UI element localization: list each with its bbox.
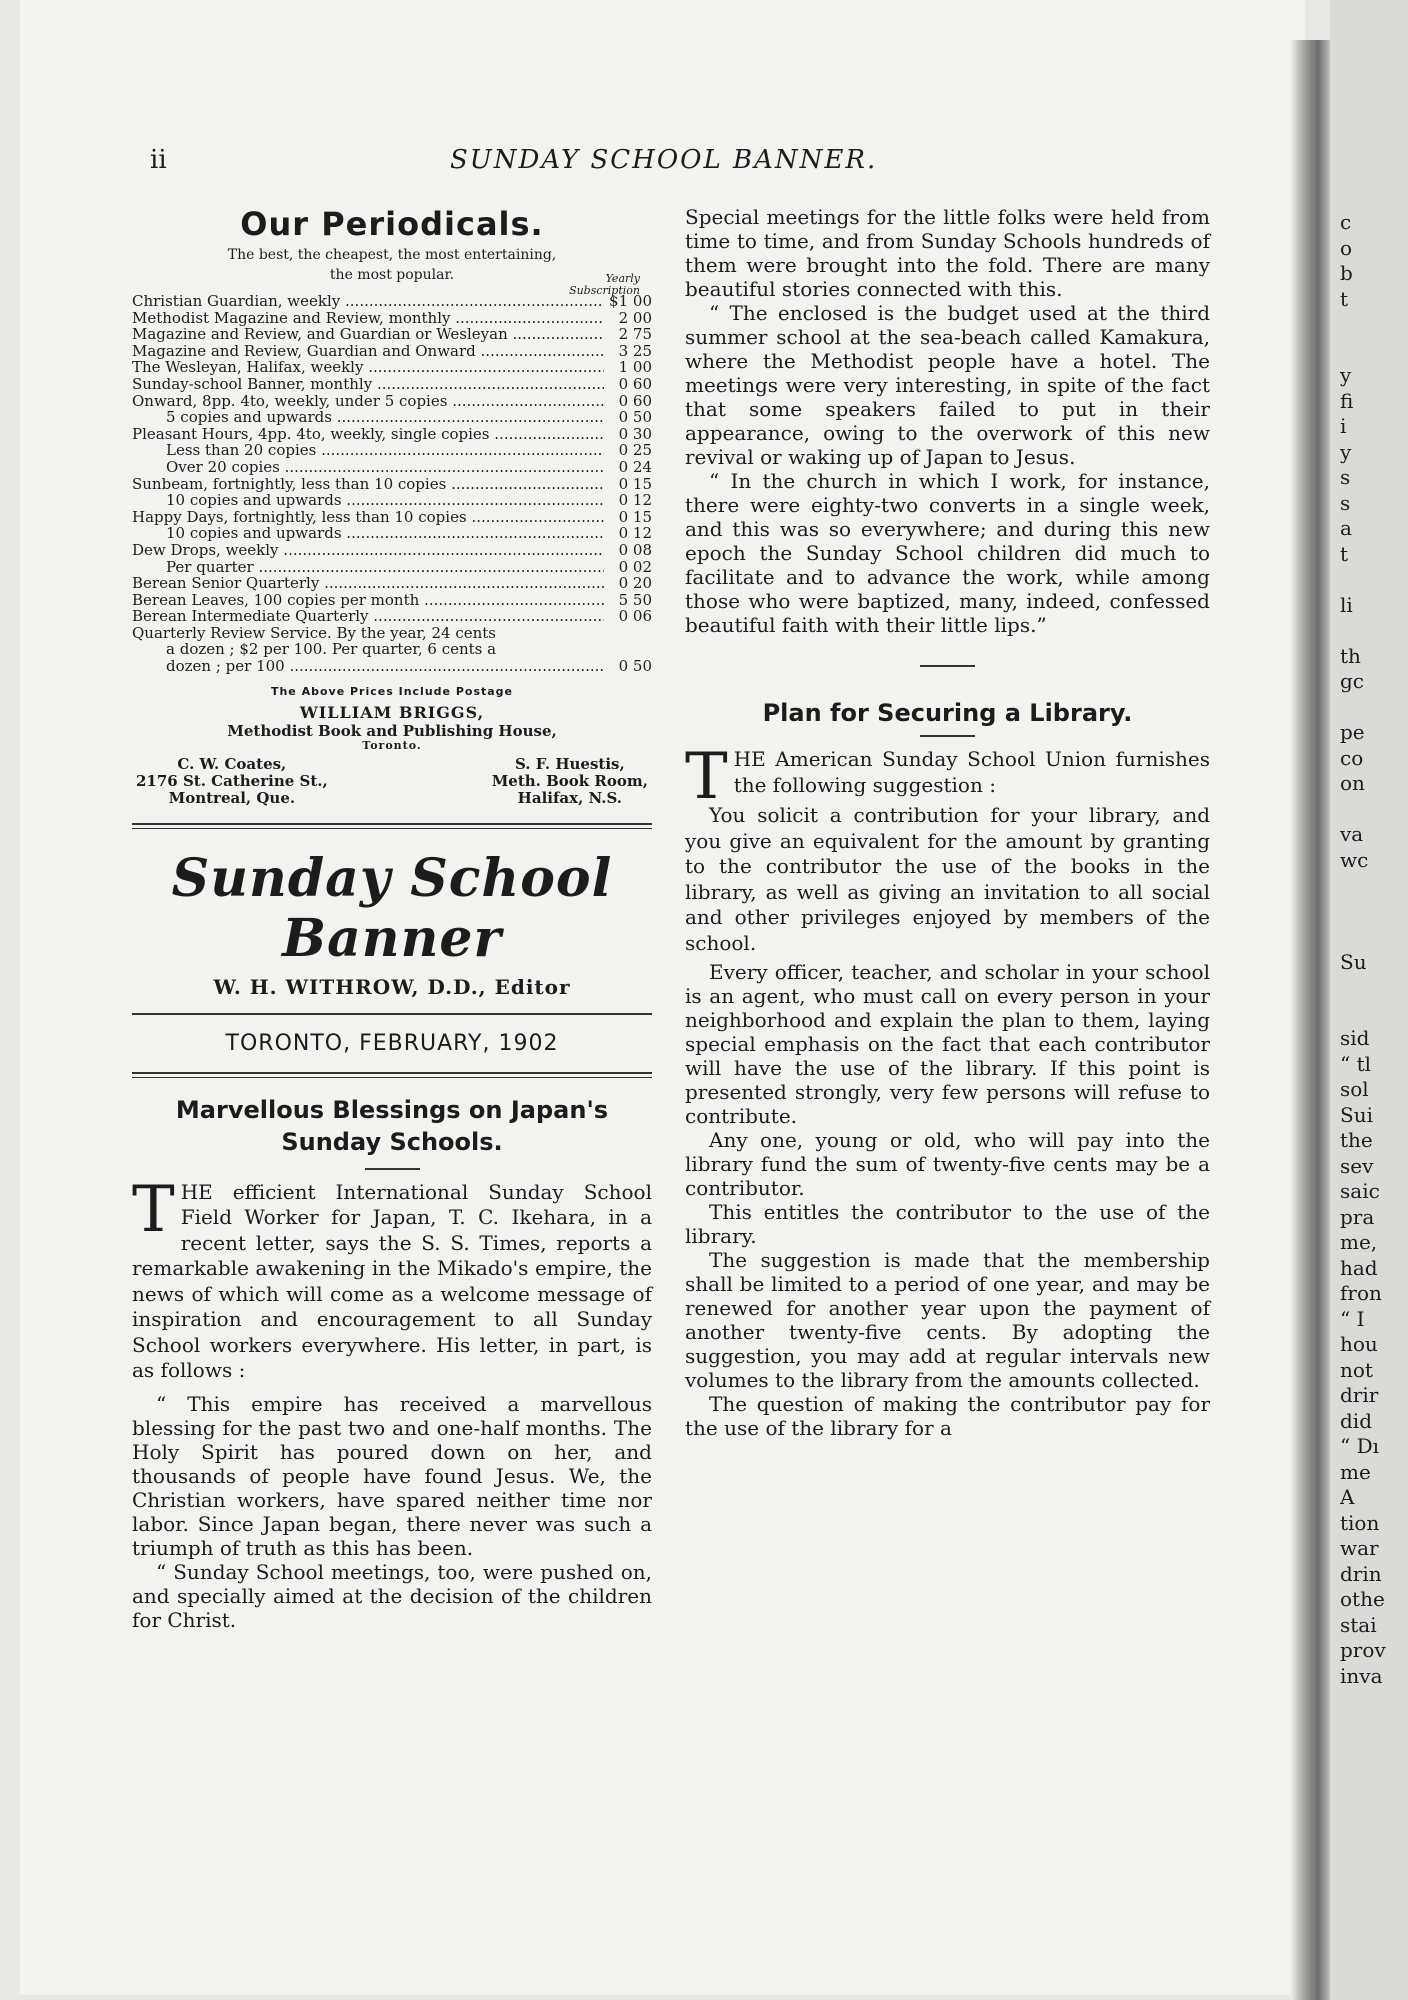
- price-value: 1 00: [618, 359, 652, 376]
- fragment-text: [1340, 695, 1408, 721]
- running-header: [130, 145, 1230, 185]
- price-label: Sunday-school Banner, monthly .....: [132, 376, 604, 393]
- price-label: Onward, 8pp. 4to, weekly, under 5 copies .....: [132, 393, 604, 410]
- price-row: [132, 476, 652, 493]
- fragment-text: [1340, 975, 1408, 1001]
- short-rule: [920, 735, 975, 737]
- price-value: 0 12: [618, 492, 652, 509]
- yearly-subscription-label: [569, 273, 640, 297]
- price-row: [132, 559, 652, 576]
- price-row: [132, 542, 652, 559]
- fragment-text: othe: [1340, 1587, 1385, 1611]
- price-label: Per quarter .....: [132, 559, 604, 576]
- price-value: $1 00: [609, 293, 652, 310]
- fragment-text: gc: [1340, 669, 1365, 693]
- page-gutter-shadow: [1290, 40, 1330, 2000]
- fragment-text: fi: [1340, 388, 1354, 413]
- paragraph: The suggestion is made that the membership shall be limited to a period of one year, and may be renewed for another year upon the payment of another twenty-five cents. By adopting the suggestion, you may add at regular intervals new volumes to the library from the amounts collected.: [685, 1248, 1210, 1392]
- price-value: 0 06: [618, 608, 652, 625]
- quarterly-review-price: 0 50: [618, 657, 652, 676]
- price-value: 0 02: [618, 558, 652, 576]
- fragment-text: Su: [1340, 949, 1367, 974]
- next-page-fragments: [1340, 210, 1408, 1910]
- fragment-text: y: [1340, 363, 1352, 387]
- price-value: 0 24: [618, 458, 652, 476]
- page-number: ii: [150, 145, 167, 175]
- fragment-text: drin: [1340, 1561, 1382, 1586]
- fragment-text: t: [1340, 541, 1349, 566]
- price-value: 0 15: [618, 475, 652, 493]
- fragment-text: sev: [1340, 1153, 1374, 1178]
- price-value: 2 00: [618, 309, 652, 327]
- fragment-text: me: [1340, 1459, 1371, 1484]
- price-row: [132, 608, 652, 625]
- price-label: Magazine and Review, and Guardian or Wesleyan .....: [132, 326, 604, 343]
- fragment-text: did: [1340, 1408, 1373, 1433]
- fragment-text: [1340, 797, 1408, 823]
- fragment-text: t: [1340, 286, 1349, 311]
- periodicals-subtitle-2: the most popular.: [329, 267, 455, 283]
- column-center: [685, 205, 1210, 1440]
- agent-montreal: [136, 756, 328, 807]
- fragment-text: sol: [1340, 1077, 1369, 1101]
- quarterly-review-label: dozen ; per 100 .....: [166, 658, 604, 675]
- fragment-text: sid: [1340, 1026, 1370, 1050]
- article-title-line-2: Sunday Schools.: [281, 1127, 503, 1156]
- price-row: [132, 376, 652, 393]
- price-row: [132, 343, 652, 360]
- fragment-text: “ tl: [1340, 1051, 1372, 1076]
- price-label: Methodist Magazine and Review, monthly .....: [132, 310, 604, 327]
- subscription-label: Subscription: [569, 284, 640, 297]
- periodicals-subtitle-1: The best, the cheapest, the most entertaining,: [227, 247, 557, 263]
- fragment-text: s: [1340, 465, 1351, 489]
- fragment-text: hou: [1340, 1332, 1378, 1356]
- article-title: Plan for Securing a Library.: [762, 699, 1133, 727]
- price-label: Berean Senior Quarterly .....: [132, 575, 604, 592]
- fragment-text: on: [1340, 771, 1365, 795]
- price-row: [132, 575, 652, 592]
- running-title: SUNDAY SCHOOL BANNER.: [450, 145, 878, 175]
- column-left: [132, 205, 652, 1632]
- fragment-text: the: [1340, 1128, 1373, 1152]
- divider: [132, 1013, 652, 1015]
- short-rule: [920, 665, 975, 667]
- price-label: Pleasant Hours, 4pp. 4to, weekly, single copies .....: [132, 426, 604, 443]
- fragment-text: tion: [1340, 1510, 1380, 1535]
- fragment-text: i: [1340, 414, 1347, 438]
- price-label: 10 copies and upwards .....: [132, 525, 604, 542]
- agent-right-address: Meth. Book Room,: [491, 771, 648, 790]
- fragment-text: stai: [1340, 1612, 1377, 1637]
- price-row: [132, 492, 652, 509]
- fragment-text: [1340, 1001, 1408, 1027]
- paragraph: HE efficient International Sunday School Field Worker for Japan, T. C. Ikehara, in a recent letter, says the S. S. Times, reports a remarkable awakening in the Mikado's empire, the news of which will come as a welcome message of inspiration and encouragement to all Sunday School workers everywhere. His letter, in part, is as follows :: [132, 1179, 652, 1383]
- quarterly-review-line-2: a dozen ; $2 per 100. Per quarter, 6 cents a: [166, 640, 497, 659]
- agent-left-address: 2176 St. Catherine St.,: [136, 771, 328, 790]
- price-value: 3 25: [618, 342, 652, 360]
- short-rule: [365, 1168, 420, 1170]
- fragment-text: “ I: [1340, 1306, 1365, 1331]
- fragment-text: fron: [1340, 1281, 1382, 1305]
- drop-cap: T: [685, 740, 728, 814]
- paragraph: The question of making the contributor pay for the use of the library for a: [685, 1392, 1210, 1440]
- fragment-text: [1340, 924, 1408, 950]
- article-body: [685, 740, 1210, 814]
- paragraph: You solicit a contribution for your library, and you give an equivalent for the amount by granting to the contributor the use of the books in the library, as well as giving an invitation to all social and other privileges enjoyed by members of the school.: [685, 803, 1210, 955]
- paragraph: “ This empire has received a marvellous blessing for the past two and one-half months. The Holy Spirit has poured down on her, and thousands of people have found Jesus. We, the Christian workers, have spared neither time nor labor. Since Japan began, there never was such a triumph of truth as this has been.: [132, 1391, 652, 1560]
- fragment-text: A: [1340, 1485, 1355, 1509]
- price-value: 0 08: [618, 541, 652, 559]
- quarterly-review-line-3: [132, 658, 652, 675]
- fragment-text: Sui: [1340, 1102, 1373, 1127]
- fragment-text: saic: [1340, 1179, 1380, 1203]
- fragment-text: pe: [1340, 720, 1365, 744]
- article-body: [132, 1172, 652, 1384]
- price-value: 0 12: [618, 525, 652, 542]
- fragment-text: [1340, 312, 1408, 338]
- price-label: Less than 20 copies .....: [132, 442, 604, 459]
- price-row: [132, 310, 652, 327]
- fragment-text: drir: [1340, 1383, 1379, 1407]
- agent-halifax: [492, 756, 648, 807]
- periodicals-heading: Our Periodicals.: [240, 205, 544, 243]
- divider: [132, 1072, 652, 1078]
- fragment-text: war: [1340, 1536, 1379, 1560]
- fragment-text: co: [1340, 745, 1364, 770]
- price-label: 5 copies and upwards .....: [132, 409, 604, 426]
- price-value: 0 15: [618, 508, 652, 526]
- price-value: 2 75: [618, 326, 652, 343]
- agent-right-city: Halifax, N.S.: [517, 788, 623, 807]
- price-list: [132, 293, 652, 625]
- drop-cap: T: [132, 1172, 175, 1247]
- fragment-text: not: [1340, 1357, 1373, 1382]
- fragment-text: wc: [1340, 847, 1369, 872]
- agent-left-name: C. W. Coates,: [177, 754, 287, 773]
- price-label: Happy Days, fortnightly, less than 10 copies .....: [132, 509, 604, 526]
- quarterly-review-line-1: Quarterly Review Service. By the year, 24 cents: [132, 623, 496, 642]
- fragment-text: inva: [1340, 1663, 1383, 1688]
- fragment-text: [1340, 567, 1408, 593]
- fragment-text: a: [1340, 516, 1352, 540]
- paragraph: “ In the church in which I work, for instance, there were eighty-two converts in a single week, and this was so everywhere; and during this new epoch the Sunday School children did much to facilitate and to advance the work, while among those who were baptized, many, indeed, confessed beautiful faith with their little lips.”: [685, 469, 1210, 637]
- paragraph: “ Sunday School meetings, too, were pushed on, and specially aimed at the decision of the children for Christ.: [132, 1559, 652, 1632]
- price-value: 0 25: [618, 442, 652, 459]
- price-label: Berean Intermediate Quarterly .....: [132, 608, 604, 625]
- price-value: 0 20: [618, 575, 652, 592]
- fragment-text: me,: [1340, 1230, 1378, 1254]
- price-value: 0 60: [618, 375, 652, 393]
- price-row: [132, 393, 652, 410]
- price-value: 5 50: [618, 591, 652, 609]
- postage-note: The Above Prices Include Postage: [270, 684, 514, 698]
- periodicals-section: [132, 205, 652, 807]
- publisher-name: WILLIAM BRIGGS,: [299, 702, 485, 722]
- dateline: TORONTO, FEBRUARY, 1902: [225, 1030, 559, 1056]
- publisher-house: Methodist Book and Publishing House,: [227, 721, 557, 740]
- fragment-text: [1340, 899, 1408, 925]
- price-label: Sunbeam, fortnightly, less than 10 copies .....: [132, 476, 604, 493]
- price-row: [132, 525, 652, 542]
- price-row: [132, 426, 652, 443]
- price-label: Berean Leaves, 100 copies per month .....: [132, 592, 604, 609]
- masthead-title: Sunday School Banner: [171, 847, 613, 969]
- price-label: 10 copies and upwards .....: [132, 492, 604, 509]
- paragraph: HE American Sunday School Union furnishes the following suggestion :: [733, 747, 1210, 797]
- fragment-text: “ Dı: [1340, 1434, 1380, 1458]
- page: [20, 0, 1305, 1995]
- fragment-text: y: [1340, 439, 1352, 464]
- article-title: [132, 1094, 652, 1158]
- paragraph: Special meetings for the little folks were held from time to time, and from Sunday Schools hundreds of them were brought into the fold. There are many beautiful stories connected with this.: [685, 205, 1210, 301]
- fragment-text: b: [1340, 261, 1353, 285]
- price-row: [132, 326, 652, 343]
- price-row: [132, 409, 652, 426]
- fragment-text: prov: [1340, 1638, 1386, 1662]
- publisher-city: Toronto.: [362, 738, 422, 752]
- price-row: [132, 459, 652, 476]
- price-label: Dew Drops, weekly .....: [132, 542, 604, 559]
- price-value: 0 50: [618, 409, 652, 426]
- price-label: Over 20 copies .....: [132, 459, 604, 476]
- price-row: [132, 592, 652, 609]
- fragment-text: va: [1340, 822, 1364, 846]
- paragraph: Every officer, teacher, and scholar in your school is an agent, who must call on every person in your neighborhood and explain the plan to them, laying special emphasis on the fact that each contributor will have the use of the library. If this point is presented strongly, very few persons will refuse to contribute.: [685, 960, 1210, 1128]
- fragment-text: s: [1340, 490, 1351, 515]
- yearly-label: Yearly: [605, 272, 640, 285]
- fragment-text: li: [1340, 592, 1353, 617]
- price-label: The Wesleyan, Halifax, weekly .....: [132, 359, 604, 376]
- fragment-text: c: [1340, 210, 1352, 234]
- price-label: Christian Guardian, weekly .....: [132, 293, 604, 310]
- fragment-text: [1340, 338, 1408, 364]
- paragraph: This entitles the contributor to the use of the library.: [685, 1200, 1210, 1248]
- agent-left-city: Montreal, Que.: [168, 788, 296, 807]
- agent-right-name: S. F. Huestis,: [515, 754, 625, 773]
- price-value: 0 30: [618, 425, 652, 443]
- fragment-text: pra: [1340, 1204, 1375, 1229]
- price-row: [132, 442, 652, 459]
- fragment-text: th: [1340, 643, 1361, 668]
- fragment-text: had: [1340, 1255, 1378, 1280]
- paragraph: “ The enclosed is the budget used at the third summer school at the sea-beach called Kamakura, where the Methodist people have a hotel. The meetings were very interesting, in spite of the fact that some speakers failed to put in their appearance, owing to the overwork of this new revival or waking up of Japan to Jesus.: [685, 301, 1210, 469]
- fragment-text: [1340, 618, 1408, 644]
- fragment-text: [1340, 873, 1408, 899]
- price-label: Magazine and Review, Guardian and Onward .....: [132, 343, 604, 360]
- agents: [132, 756, 652, 807]
- price-row: [132, 509, 652, 526]
- quarterly-review-entry: [132, 625, 652, 675]
- fragment-text: o: [1340, 235, 1353, 260]
- masthead-editor: W. H. WITHROW, D.D., Editor: [213, 974, 571, 999]
- divider: [132, 823, 652, 829]
- price-row: [132, 359, 652, 376]
- article-title-line-1: Marvellous Blessings on Japan's: [175, 1095, 609, 1124]
- price-value: 0 60: [618, 392, 652, 410]
- paragraph: Any one, young or old, who will pay into the library fund the sum of twenty-five cents may be a contributor.: [685, 1128, 1210, 1200]
